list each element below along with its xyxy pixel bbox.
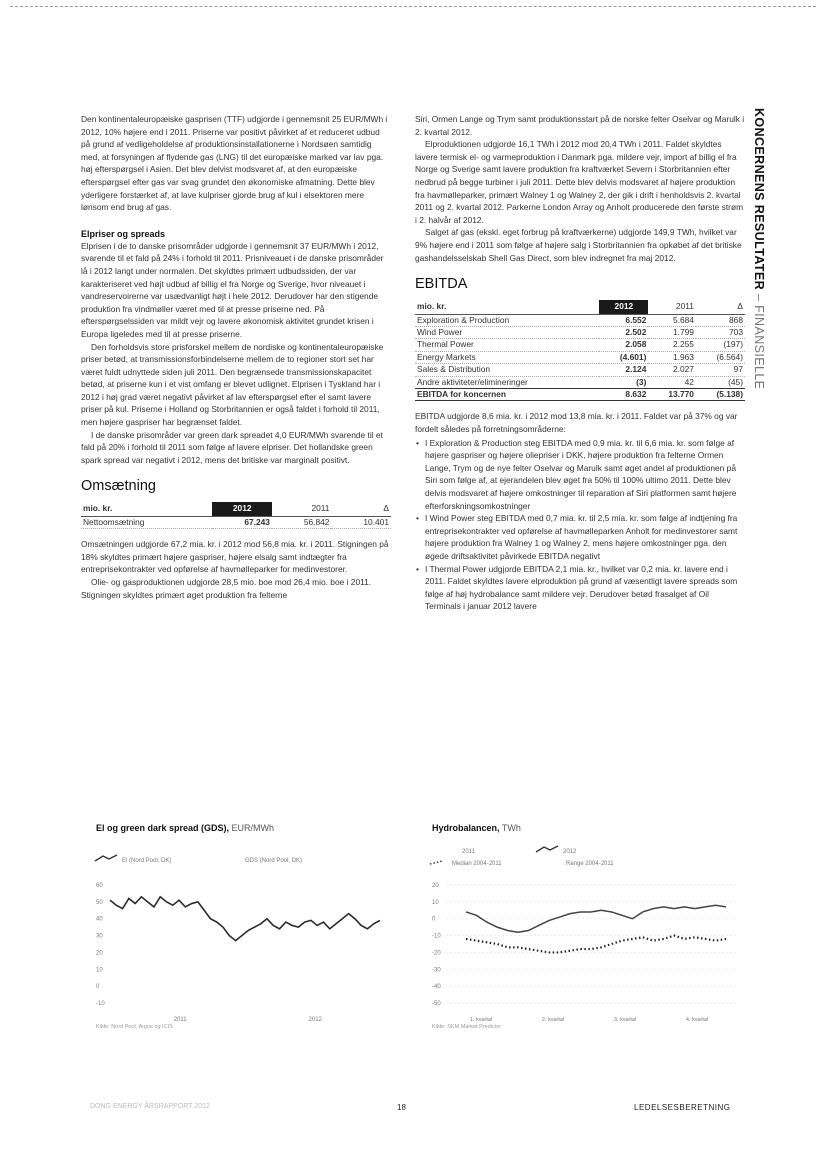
top-rule (10, 6, 816, 7)
omsaetning-paragraph-1: Omsætningen udgjorde 67,2 mia. kr. i 2012 mod 56,8 mia. kr. i 2011. Stigningen på 18% skyldtes primært højere gaspriser, højere elsalg samt indtægter fra entreprisekontrakter ved opførelse af havmølleparker for medinvestorer. (81, 539, 389, 575)
table-cell: Energy Markets (415, 351, 599, 363)
table-cell: (4.601) (599, 351, 648, 363)
table-header: 2011 (272, 502, 332, 516)
ebitda-heading: EBITDA (415, 276, 468, 293)
table-row (415, 314, 745, 326)
table-header: mio. kr. (415, 300, 599, 314)
y-tick-label: 0 (432, 916, 436, 923)
footer-report-name: DONG ENERGY ÅRSRAPPORT 2012 (90, 1103, 210, 1110)
y-tick-label: -30 (432, 967, 441, 974)
list-item: • I Thermal Power udgjorde EBITDA 2,1 mia. kr., hvilket var 0,2 mia. kr. lavere end i 2011. Faldet skyldtes lavere elproduktion på grund af væsentligt lavere spreads som følge af høj hydrobalance samt mildere vejr. Derudover betød frasalget af Oil Terminals i januar 2012 lavere (415, 563, 745, 613)
chart2-title-unit: TWh (499, 823, 521, 833)
y-tick-label: -20 (432, 950, 441, 957)
x-tick-label: 2. kvartal (541, 1017, 565, 1023)
omsaetning-paragraph-2: Olie- og gasproduktionen udgjorde 28,5 mio. boe mod 26,4 mio. boe i 2011. Stigningen skyldtes primært øget produktion fra felterne (81, 577, 372, 600)
left-column (81, 113, 391, 601)
chart1-title (96, 822, 274, 834)
gas-sales-paragraph: Salget af gas (ekskl. eget forbrug på kraftværkerne) udgjorde 149,9 TWh, hvilket var 9% højere end i 2011 som følge af højere salg i Storbritannien fra opkøbet af det britiske gashandelsselskab Shell Gas Direct, som blev indregnet fra maj 2012. (415, 227, 742, 263)
legend-median-label: Median 2004-2011 (452, 861, 502, 867)
gas-price-paragraph: Den kontinentaleuropæiske gasprisen (TTF) udgjorde i gennemsnit 25 EUR/MWh i 2012, 10% højere end i 2011. Priserne var positivt påvirket af et reduceret udbud på grund af vedligeholdelse af produktionsinstallationerne i Nordsøen samtidig med, at forsyningen af flydende gas (LNG) til det europæiske marked var lav pga. høj efterspørgsel i Asien. Det blev delvist modsvaret af, at den europæiske efterspørgsel efter gas var svag grundet den økonomiske afmatning. Dette blev yderligere forstærket af, at lave kulpriser gjorde brug af kul i elsektoren mere lønsom end brug af gas. (81, 114, 388, 213)
elpriser-heading: Elpriser og spreads (81, 228, 166, 239)
el-series-line (110, 897, 380, 941)
table-header: Δ (331, 502, 391, 516)
ebitda-table (415, 300, 745, 401)
legend-el-swatch (95, 855, 117, 861)
elpris-paragraph-2: Den forholdsvis store prisforskel mellem de nordiske og kontinentaleuropæiske priser betød, at transmissionsforbindelserne mellem de to regioner stort set har været fuldt udnyttede siden juli 2011. Den begrænsede transmissionskapacitet betød, at priserne kun i et vist omfang er blevet udlignet. Elprisen i Tyskland har i 2012 i høj grad været negativt påvirket af lav efterspørgsel efter el samt lavere priser på kul. Priserne i Holland og Storbritannien er også faldet i forhold til 2011, men højere gaspriser har begrænset faldet. (81, 341, 384, 428)
omsaetning-heading: Omsætning (81, 478, 156, 495)
table-row (415, 364, 745, 376)
chart2-title-main: Hydrobalancen, (432, 823, 500, 833)
table-cell: (197) (696, 339, 745, 351)
table-header: Δ (696, 300, 745, 314)
table-cell: 97 (696, 364, 745, 376)
y-tick-label: 60 (96, 883, 103, 889)
y-tick-label: 10 (96, 967, 103, 974)
table-cell: Sales & Distribution (415, 364, 599, 376)
y-tick-label: -50 (432, 1001, 441, 1007)
y-tick-label: 20 (96, 950, 103, 957)
table-cell: 42 (648, 376, 696, 388)
y-tick-label: 30 (96, 933, 103, 940)
legend-median-swatch (430, 861, 442, 864)
table-total-row (415, 388, 745, 400)
y-tick-label: -40 (432, 984, 441, 991)
table-cell: 56.842 (272, 516, 332, 528)
legend-2011-label: 2011 (462, 849, 475, 855)
hydro-median-line (466, 936, 726, 953)
chart1-title-unit: EUR/MWh (229, 823, 275, 833)
chart1-svg (80, 840, 410, 1025)
chart1-source: Kilde: Nord Pool, Argus og ICIS (96, 1024, 173, 1030)
side-section-title (752, 108, 772, 468)
chart2-title (432, 822, 521, 834)
table-cell: Exploration & Production (415, 314, 599, 326)
table-cell: 10.401 (331, 516, 391, 528)
table-row (415, 351, 745, 363)
chart1-title-main: El og green dark spread (GDS), (96, 823, 230, 833)
legend-range-label: Range 2004-2011 (566, 861, 614, 867)
table-cell: 5.684 (648, 314, 696, 326)
table-cell: 1.799 (648, 326, 696, 338)
table-cell: 2.502 (599, 326, 648, 338)
table-cell: 2.058 (599, 339, 648, 351)
table-cell: 2.027 (648, 364, 696, 376)
table-cell: 1.963 (648, 351, 696, 363)
x-tick-label: 2012 (308, 1017, 322, 1023)
x-tick-label: 1. kvartal (469, 1017, 493, 1023)
elpris-paragraph-3: I de danske prisområder var green dark spreadet 4,0 EUR/MWh svarende til et fald på 20% i forhold til 2011 som følge af lavere elpriser. Det hollandske green spark spread var negativt i 2012, mens det britiske var marginalt positivt. (81, 429, 383, 465)
list-item: • I Exploration & Production steg EBITDA med 0,9 mia. kr. til 6,6 mia. kr. som følge af højere gaspriser og højere oliepriser i DKK, højere produktion fra felterne Ormen Lange, Trym og de nye felter Oselvar og Marulk samt øget andel af produktionen på Siri som følge af, at ejerandelen blev øget fra 50% til 100% ultimo 2011. Dette blev delvis modsvaret af højere omkostninger til reparation af Siri platformen samt højere efterforskningsomkostninger (415, 437, 745, 513)
y-tick-label: -10 (432, 933, 441, 940)
x-tick-label: 4. kvartal (685, 1017, 709, 1023)
table-cell: (3) (599, 376, 648, 388)
side-title-sep: – (752, 290, 766, 306)
elpris-paragraph-1: Elprisen i de to danske prisområder udgjorde i gennemsnit 37 EUR/MWh i 2012, svarende til et fald på 24% i forhold til 2011. Prisniveauet i de danske prisområder lå i 2012 langt under normalen. Det skyldtes primært udbudssiden, der var karakteriseret ved højt udbud af billig el fra Norge og Sverige, hvor niveauet i vandreservoirerne var usædvanligt højt i hele 2012. Derudover har den stigende produktion fra vindmøller været med til at presse priserne ned. På efterspørgselssiden var mildt vejr og lavere økonomisk aktivitet grundet krisen i Europa ligeledes med til at presse priserne. (81, 240, 384, 339)
y-tick-label: 20 (432, 883, 439, 889)
page-number: 18 (397, 1103, 406, 1112)
side-title-sub: FINANSIELLE (752, 305, 766, 390)
table-cell: (5.138) (696, 388, 745, 400)
table-cell: 6.552 (599, 314, 648, 326)
table-cell: EBITDA for koncernen (415, 388, 599, 400)
table-row (415, 326, 745, 338)
table-cell: 8.632 (599, 388, 648, 400)
table-row (415, 376, 745, 388)
table-cell: 703 (696, 326, 745, 338)
ebitda-paragraph: EBITDA udgjorde 8,6 mia. kr. i 2012 mod 13,8 mia. kr. i 2011. Faldet var på 37% og var fordelt således på forretningsområderne: (415, 411, 738, 434)
table-header: mio. kr. (81, 502, 212, 516)
elproduktion-paragraph: Elproduktionen udgjorde 16,1 TWh i 2012 mod 20,4 TWh i 2011. Faldet skyldtes lavere termisk el- og varmeproduktion i Danmark pga. mildere vejr, import af billig el fra Norge og Sverige samt lavere produktion fra kraftværket Severn i Storbritannien efter nedbrud på begge turbiner i juli 2011. Dette blev delvis modsvaret af højere produktion fra havmølleparker, primært Walney 1 og Walney 2, der gik i drift i henholdsvis 2. kvartal 2011 og 2. kvartal 2012. Parkerne London Array og Anholt producerede den første strøm i 2. halvår af 2012. (415, 139, 744, 225)
table-cell: 868 (696, 314, 745, 326)
y-tick-label: 10 (432, 899, 439, 906)
side-title-main: KONCERNENS RESULTATER (752, 108, 766, 291)
table-cell: Thermal Power (415, 339, 599, 351)
table-cell: (45) (696, 376, 745, 388)
table-row (415, 339, 745, 351)
table-cell: Andre aktiviteter/elimineringer (415, 376, 599, 388)
table-row (81, 516, 391, 528)
table-header: 2012 (599, 300, 648, 314)
x-tick-label: 2011 (173, 1017, 187, 1023)
y-tick-label: 0 (96, 984, 100, 991)
y-tick-label: -10 (96, 1001, 105, 1007)
table-cell: Nettoomsætning (81, 516, 212, 528)
legend-gds-label: GDS (Nord Pool, DK) (245, 858, 303, 864)
legend-2012-label: 2012 (563, 849, 577, 855)
legend-el-label: El (Nord Pool, DK) (122, 858, 172, 864)
side-title-text (752, 108, 766, 389)
right-column (415, 113, 745, 613)
table-cell: 2.255 (648, 339, 696, 351)
ebitda-bullet-list (415, 437, 745, 613)
y-tick-label: 40 (96, 916, 103, 923)
omsaetning-table (81, 502, 391, 529)
legend-2012-swatch (536, 846, 558, 852)
table-cell: Wind Power (415, 326, 599, 338)
table-header: 2011 (648, 300, 696, 314)
table-cell: 13.770 (648, 388, 696, 400)
table-cell: 67.243 (212, 516, 272, 528)
chart2-svg (418, 840, 748, 1025)
table-cell: (6.564) (696, 351, 745, 363)
list-item: • I Wind Power steg EBITDA med 0,7 mia. kr. til 2,5 mia. kr. som følge af indtjening fra entreprisekontrakter ved opførelse af havmølleparken Anholt for medinvestorer samt højere produktion fra Walney 1 og Walney 2, mens højere omkostninger pga. den øgede driftsaktivitet påvirkede EBITDA negativt (415, 512, 745, 562)
footer-section: LEDELSESBERETNING (634, 1103, 731, 1112)
y-tick-label: 50 (96, 899, 103, 906)
x-tick-label: 3. kvartal (613, 1017, 637, 1023)
table-header: 2012 (212, 502, 272, 516)
table-cell: 2.124 (599, 364, 648, 376)
continued-paragraph: Siri, Ormen Lange og Trym samt produktionsstart på de norske felter Oselvar og Marulk i 2. kvartal 2012. (415, 114, 745, 137)
chart2-source: Kilde: SKM Market Predictor (432, 1024, 502, 1030)
